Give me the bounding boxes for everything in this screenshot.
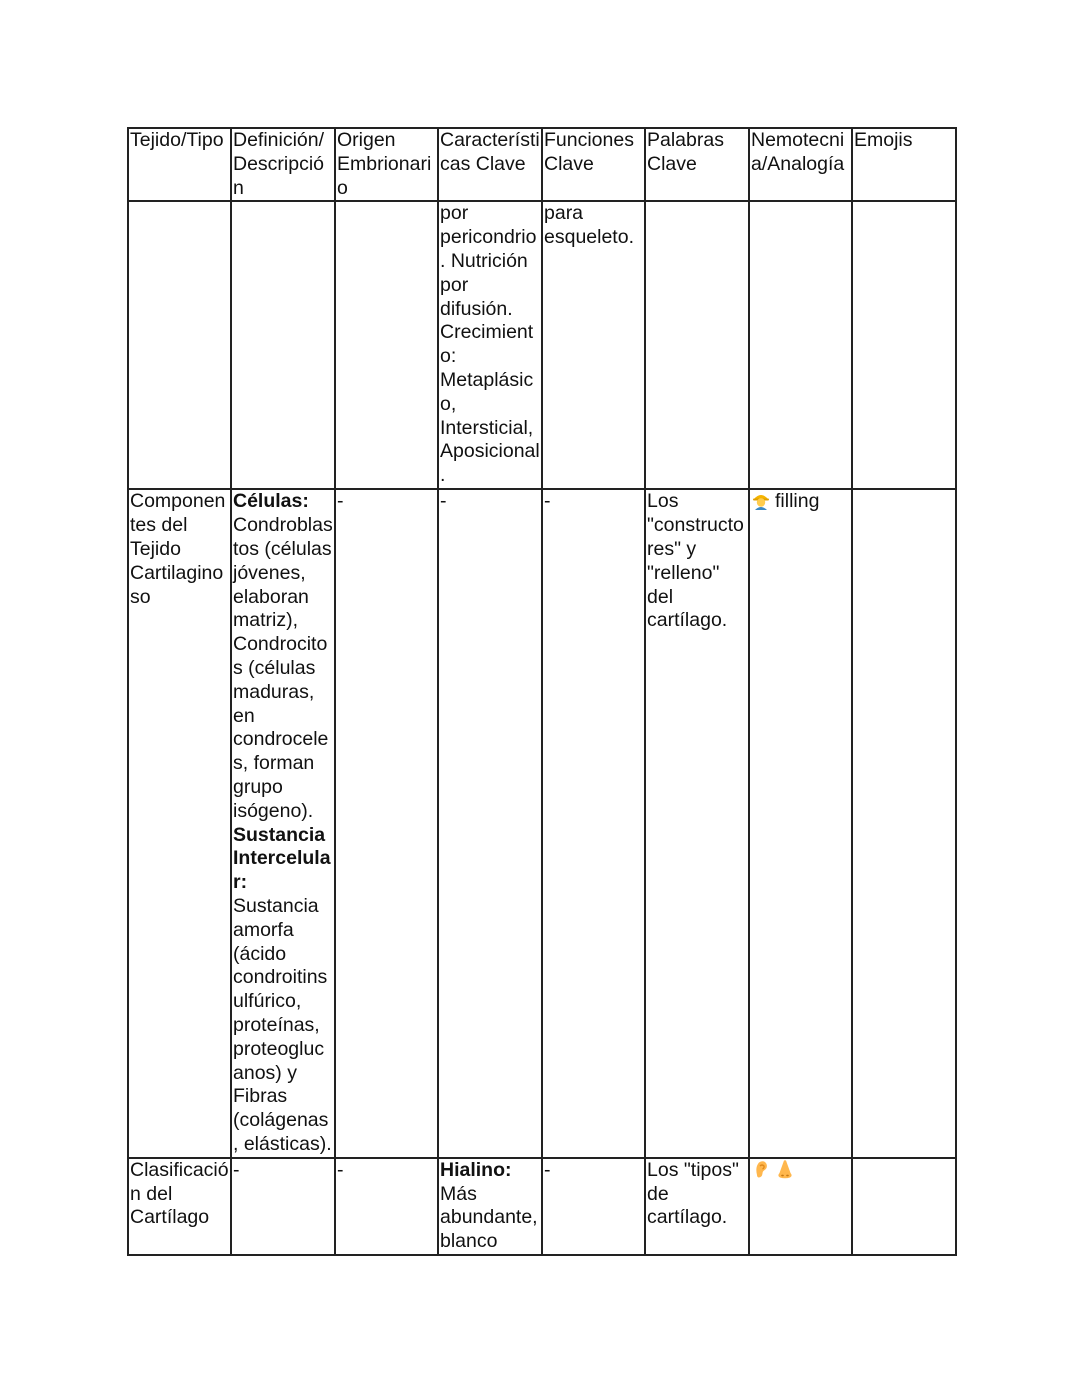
cell-nemotecnia [749, 201, 852, 489]
cell-funciones: para esqueleto. [542, 201, 645, 489]
cell-caracteristicas: por pericondrio. Nutrición por difusión. Crecimiento: Metaplásico, Intersticial, Aposicional. [438, 201, 542, 489]
header-funciones: Funciones Clave [542, 128, 645, 201]
cell-nemotecnia [749, 1158, 852, 1255]
cell-palabras [645, 201, 749, 489]
ear-emoji-icon [751, 1159, 771, 1179]
header-nemotecnia: Nemotecnia/Analogía [749, 128, 852, 201]
cell-tejido [128, 201, 231, 489]
matrix-text: Sustancia amorfa (ácido condroitinsulfúrico, proteínas, proteoglucanos) y Fibras (colágenas, elásticas). [233, 894, 332, 1155]
table-row [128, 201, 956, 489]
cell-origen: - [335, 1158, 438, 1255]
cells-text: Condroblastos (células jóvenes, elaboran matriz), Condrocitos (células maduras, en condroceles, forman grupo isógeno). [233, 514, 333, 822]
cell-definicion: - [231, 1158, 335, 1255]
cell-tejido: Clasificación del Cartílago [128, 1158, 231, 1255]
header-caracteristicas: Características Clave [438, 128, 542, 201]
header-emojis: Emojis [852, 128, 956, 201]
cell-palabras: Los "tipos" de cartílago. [645, 1158, 749, 1255]
cell-funciones: - [542, 1158, 645, 1255]
hialino-text: Más abundante, blanco [440, 1182, 538, 1253]
construction-worker-emoji-icon [751, 490, 771, 510]
cell-funciones: - [542, 489, 645, 1157]
cell-caracteristicas [438, 1158, 542, 1255]
nemotecnia-text: filling [775, 490, 820, 513]
cell-emojis [852, 489, 956, 1157]
cells-label: Células: [233, 490, 309, 513]
cell-nemotecnia [749, 489, 852, 1157]
cell-emojis [852, 1158, 956, 1255]
cell-origen [335, 201, 438, 489]
hialino-label: Hialino: [440, 1158, 512, 1181]
cell-origen: - [335, 489, 438, 1157]
header-tejido: Tejido/Tipo [128, 128, 231, 201]
table-row [128, 489, 956, 1157]
header-origen: Origen Embrionario [335, 128, 438, 201]
cell-caracteristicas: - [438, 489, 542, 1157]
cell-emojis [852, 201, 956, 489]
header-palabras: Palabras Clave [645, 128, 749, 201]
cell-definicion [231, 201, 335, 489]
cell-palabras: Los "constructores" y "relleno" del cartílago. [645, 489, 749, 1157]
header-definicion: Definición/ Descripción [231, 128, 335, 201]
summary-table [127, 127, 957, 1256]
matrix-label: Sustancia Intercelular: [233, 823, 331, 894]
table-row [128, 1158, 956, 1255]
cell-tejido: Componentes del Tejido Cartilaginoso [128, 489, 231, 1157]
table-header-row [128, 128, 956, 201]
cell-definicion [231, 489, 335, 1157]
nose-emoji-icon [775, 1159, 795, 1179]
